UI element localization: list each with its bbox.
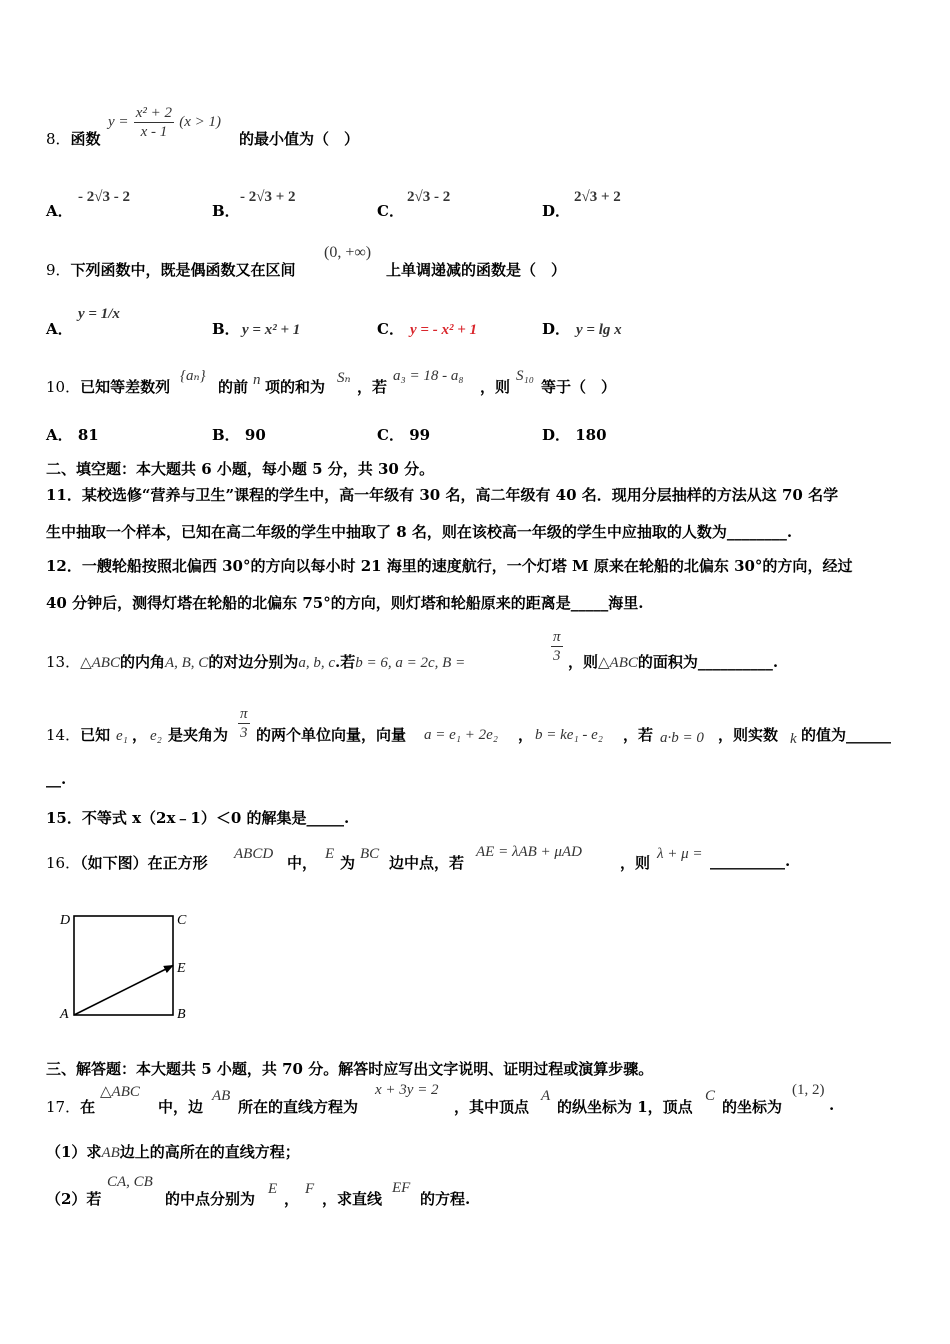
q8-option-b[interactable] (212, 200, 240, 221)
q14-number: 14． (46, 726, 81, 744)
q13-t3: .若 (335, 653, 356, 671)
option-label: B． (212, 202, 240, 220)
question-14 (46, 724, 110, 745)
q8-number: 8． (46, 130, 71, 148)
q16-number: 16． (46, 854, 81, 872)
option-label: C． (377, 202, 404, 220)
option-value: 90 (244, 426, 266, 444)
option-label: C． (377, 320, 404, 338)
option-label: D． (542, 202, 571, 220)
q17-p2-mid: 的中点分别为 (165, 1190, 256, 1208)
q10-text4: ，若 (357, 378, 388, 396)
q14-dot: a·b = 0 (660, 730, 704, 746)
q8-pre: 函数 (70, 130, 101, 148)
q14-comma: ， (132, 726, 148, 744)
q16-e: E (325, 846, 335, 862)
option-value: 81 (77, 426, 99, 444)
option-value: 99 (409, 426, 431, 444)
label-e: E (177, 961, 186, 976)
section-3-heading: 三、解答题：本大题共 5 小题，共 70 分。解答时应写出文字说明、证明过程或演算步骤。 (46, 1060, 654, 1078)
question-16 (46, 852, 208, 873)
q8-cond: (x > 1) (179, 114, 222, 130)
q9-option-c-value: y = - x² + 1 (410, 322, 477, 338)
q14-pi: π (240, 706, 248, 722)
q17-point: (1, 2) (792, 1082, 825, 1098)
option-label: C． (377, 426, 404, 444)
q13-angles: A, B, C (164, 655, 209, 671)
q17-c: C (705, 1088, 716, 1104)
q17-p2-f: F (305, 1181, 315, 1197)
q8-option-c[interactable] (377, 200, 404, 221)
q10-option-b[interactable] (212, 424, 266, 445)
q17-p2-post: 的方程. (420, 1190, 471, 1208)
q13-three: 3 (553, 648, 561, 664)
q13-tail (568, 651, 778, 672)
q14-t2: 是夹角为 (168, 726, 229, 744)
q9-pre: 下列函数中，既是偶函数又在区间 (70, 261, 296, 279)
q16-t2: 中， (287, 854, 318, 872)
q16-t4: 边中点，若 (389, 854, 465, 872)
q13-sides: a, b, c (298, 655, 336, 671)
q17-p1-ab: AB (101, 1145, 120, 1161)
q16-t3: 为 (340, 854, 356, 872)
q14-fraction (238, 705, 250, 742)
q17-t1: 在 (80, 1098, 96, 1116)
q10-option-d[interactable] (542, 424, 607, 445)
q14-k: k (790, 731, 797, 747)
q13-t2: 的对边分别为 (208, 653, 299, 671)
q9-option-a-value: y = 1/x (78, 306, 120, 322)
q10-number: 10． (46, 378, 81, 396)
q10-text2: 的前 (218, 378, 249, 396)
option-label: A． (46, 320, 73, 338)
q10-s10: S₁₀ (516, 368, 534, 384)
question-10 (46, 376, 170, 397)
q12-line1: 12．一艘轮船按照北偏西 30°的方向以每小时 21 海里的速度航行，一个灯塔 M 原来在轮船的北偏东 30°的方向，经过 (46, 557, 853, 575)
q9-option-b[interactable] (212, 318, 240, 339)
q17-t5: 的纵坐标为 1，顶点 (557, 1098, 693, 1116)
q14-t4: ，若 (623, 726, 654, 744)
q17-t3: 所在的直线方程为 (238, 1098, 359, 1116)
option-label: B． (212, 320, 240, 338)
q10-text3: 项的和为 (265, 378, 326, 396)
option-label: B． (212, 426, 240, 444)
q10-option-a[interactable] (46, 424, 99, 445)
q9-option-d[interactable] (542, 318, 570, 339)
q14-three: 3 (240, 725, 248, 741)
option-label: A． (46, 202, 73, 220)
q9-option-d-value: y = lg x (576, 322, 622, 338)
question-13 (46, 651, 465, 672)
q17-triangle: △ABC (100, 1084, 140, 1100)
square-figure (56, 906, 196, 1024)
q8-fraction (134, 104, 174, 141)
q17-p2-cacb: CA, CB (107, 1174, 153, 1190)
question-8 (46, 128, 101, 149)
q9-post: 上单调递减的函数是（ ） (386, 261, 567, 279)
q13-t4: ，则 (568, 653, 599, 671)
q8-num: x² + 2 (135, 105, 173, 121)
q17-t4: ，其中顶点 (454, 1098, 530, 1116)
q16-t1: （如下图）在正方形 (80, 854, 208, 872)
label-b: B (177, 1007, 186, 1022)
q17-t2: 中，边 (158, 1098, 204, 1116)
q16-t6: __________. (710, 852, 791, 870)
q16-t5: ，则 (620, 854, 651, 872)
label-d: D (60, 913, 71, 928)
option-value: 180 (575, 426, 607, 444)
q10-text6: 等于（ ） (541, 378, 617, 396)
q9-option-a[interactable] (46, 318, 73, 339)
q13-triangle: △ABC (80, 655, 120, 671)
q17-line: x + 3y = 2 (375, 1082, 439, 1098)
question-17 (46, 1096, 95, 1117)
q15: 15．不等式 x（2x﹣1）＜0 的解集是_____. (46, 809, 350, 827)
q8-option-a-value: - 2√3 - 2 (78, 189, 130, 205)
q17-p1-pre: （1）求 (46, 1143, 102, 1161)
q17-part1 (46, 1141, 300, 1162)
q13-t5: 的面积为__________. (637, 653, 779, 671)
q16-bc: BC (360, 846, 380, 862)
q10-option-c[interactable] (377, 424, 430, 445)
q17-p1-post: 边上的高所在的直线方程； (119, 1143, 300, 1161)
q16-eq: AE = λAB + μAD (476, 844, 582, 860)
q17-number: 17． (46, 1098, 81, 1116)
q14-vec-a: a = e₁ + 2e₂ (424, 727, 498, 743)
q14-t1: 已知 (80, 726, 111, 744)
q17-t6: 的坐标为 (722, 1098, 783, 1116)
q17-a: A (541, 1088, 551, 1104)
q8-option-c-value: 2√3 - 2 (407, 189, 451, 205)
q8-post: 的最小值为（ ） (239, 130, 360, 148)
q17-p2-ef: EF (392, 1180, 411, 1196)
q13-triangle2: △ABC (598, 655, 638, 671)
q13-cond: b = 6, a = 2c, B = (355, 655, 466, 671)
q14-t6: 的值为______ (801, 726, 892, 744)
q14-vec-b: b = ke₁ - e₂ (535, 727, 604, 743)
q14-t3: 的两个单位向量，向量 (256, 726, 407, 744)
q16-lm: λ + μ = (657, 846, 703, 862)
vector-ae (74, 966, 173, 1016)
q13-fraction (551, 628, 563, 665)
q14-e2: e₂ (150, 728, 162, 744)
option-label: A． (46, 426, 73, 444)
q8-formula (108, 104, 221, 141)
q17-t7: . (829, 1096, 835, 1114)
q10-an: {aₙ} (180, 368, 206, 384)
q8-option-d-value: 2√3 + 2 (574, 189, 621, 205)
q14-e1: e₁ (116, 728, 128, 744)
q11-line2: 生中抽取一个样本，已知在高二年级的学生中抽取了 8 名，则在该校高一年级的学生中应抽取的人数为________. (46, 523, 793, 541)
option-label: D． (542, 320, 571, 338)
label-a: A (60, 1007, 69, 1022)
q16-abcd: ABCD (234, 846, 274, 862)
option-label: D． (542, 426, 571, 444)
q13-number: 13． (46, 653, 81, 671)
question-9 (46, 259, 296, 280)
section-2-heading: 二、填空题：本大题共 6 小题，每小题 5 分，共 30 分。 (46, 460, 435, 478)
q8-option-d[interactable] (542, 200, 570, 221)
q9-option-c[interactable] (377, 318, 404, 339)
q17-p2-comma: ， (284, 1190, 300, 1208)
q10-n: n (253, 372, 261, 388)
label-c: C (177, 913, 187, 928)
q10-text5: ，则 (480, 378, 511, 396)
q13-pi: π (553, 629, 561, 645)
q10-sn: Sₙ (337, 370, 351, 386)
q9-number: 9． (46, 261, 71, 279)
square-outline (74, 916, 173, 1015)
q17-p2-mid2: ，求直线 (322, 1190, 383, 1208)
q14-continuation: __. (46, 770, 67, 788)
q8-den: x - 1 (140, 124, 168, 140)
q17-ab: AB (212, 1088, 231, 1104)
q13-t1: 的内角 (119, 653, 165, 671)
q14-comma2: ， (518, 726, 534, 744)
q12-line2: 40 分钟后，测得灯塔在轮船的北偏东 75°的方向，则灯塔和轮船原来的距离是_____海里. (46, 594, 644, 612)
q17-part2-pre: （2）若 (46, 1190, 102, 1208)
q9-option-b-value: y = x² + 1 (242, 322, 301, 338)
q8-option-b-value: - 2√3 + 2 (240, 189, 296, 205)
q17-p2-e: E (268, 1181, 278, 1197)
q8-option-a[interactable] (46, 200, 73, 221)
q14-t5: ，则实数 (718, 726, 779, 744)
q8-y: y = (108, 114, 129, 130)
q10-cond: a₃ = 18 - a₈ (393, 368, 464, 384)
q11-line1: 11．某校选修“营养与卫生”课程的学生中，高一年级有 30 名，高二年级有 40 名．现用分层抽样的方法从这 70 名学 (46, 486, 839, 504)
q10-text1: 已知等差数列 (80, 378, 171, 396)
q9-interval: (0, +∞) (324, 244, 372, 261)
